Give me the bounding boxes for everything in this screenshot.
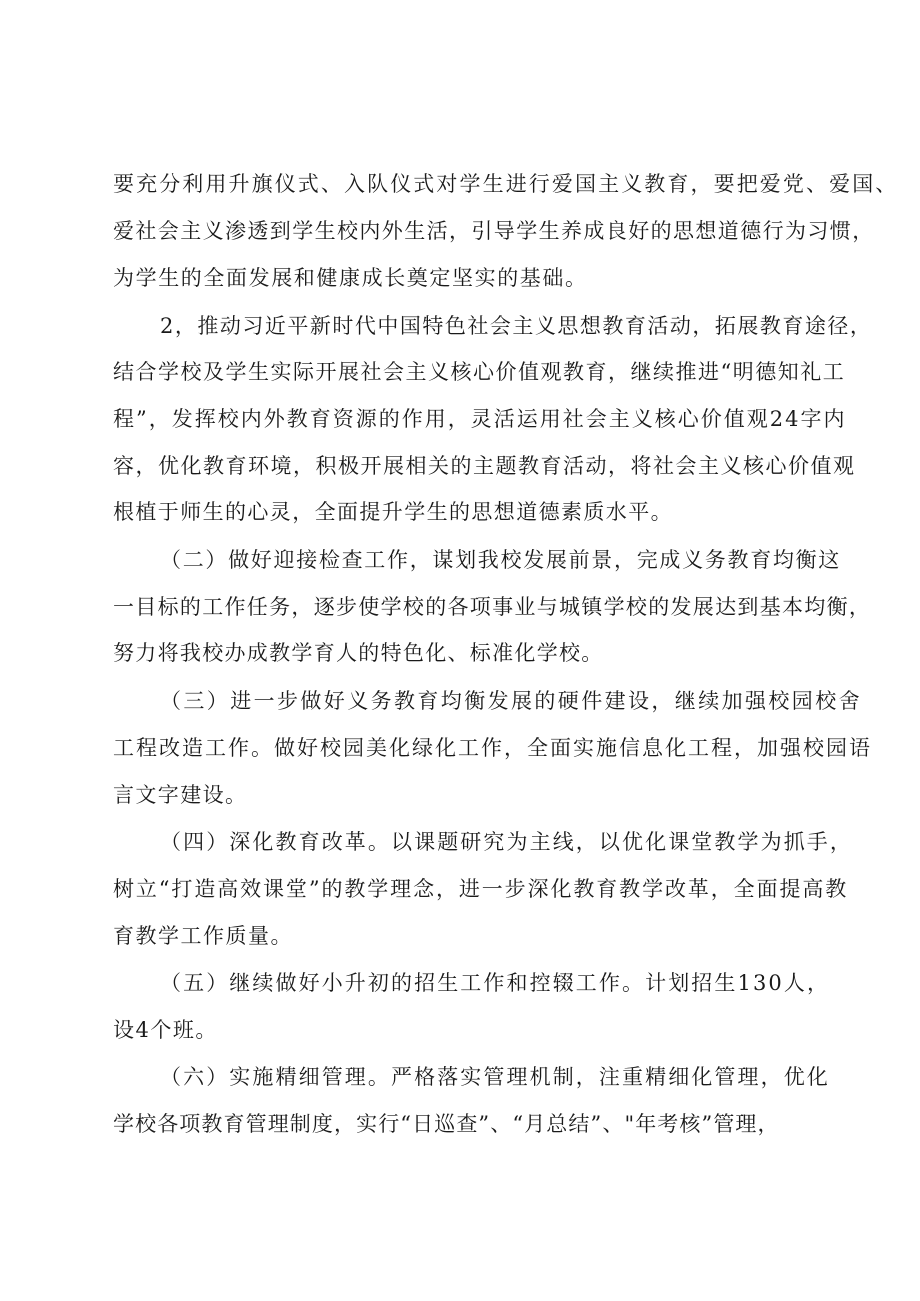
text-line: 容，优化教育环境，积极开展相关的主题教育活动，将社会主义核心价值观 (113, 454, 856, 478)
text-line: 言文字建设。 (113, 783, 248, 807)
text-line: 爱社会主义渗透到学生校内外生活，引导学生养成良好的思想道德行为习惯， (113, 219, 875, 243)
text-line: 学校各项教育管理制度，实行“日巡查”、“月总结”、"年考核”管理， (113, 1112, 780, 1136)
text-line: 努力将我校办成教学育人的特色化、标准化学校。 (113, 641, 604, 665)
text-line: 为学生的全面发展和健康成长奠定坚实的基础。 (113, 266, 588, 290)
text-line: 程”，发挥校内外教育资源的作用，灵活运用社会主义核心价值观24字内 (113, 407, 847, 431)
text-line: 要充分利用升旗仪式、入队仪式对学生进行爱国主义教育，要把爱党、爱国、 (113, 172, 899, 196)
text-line: （二）做好迎接检查工作，谋划我校发展前景，完成义务教育均衡这 (160, 548, 841, 572)
text-line: 育教学工作质量。 (113, 924, 293, 948)
text-line: （四）深化教育改革。以课题研究为主线，以优化课堂教学为抓手， (160, 830, 853, 854)
text-line: 结合学校及学生实际开展社会主义核心价值观教育，继续推进“明德知礼工 (113, 360, 846, 384)
text-line: 树立“打造高效课堂”的教学理念，进一步深化教育教学改革，全面提高教 (113, 877, 849, 901)
text-line: （三）进一步做好义务教育均衡发展的硬件建设，继续加强校园校舍 (160, 689, 862, 713)
text-line: （六）实施精细管理。严格落实管理机制，注重精细化管理，优化 (160, 1065, 830, 1089)
text-line: 根植于师生的心灵，全面提升学生的思想道德素质水平。 (113, 500, 673, 524)
text-line: 一目标的工作任务，逐步使学校的各项事业与城镇学校的发展达到基本均衡， (113, 595, 872, 619)
text-line: 工程改造工作。做好校园美化绿化工作，全面实施信息化工程，加强校园语 (113, 736, 872, 760)
text-line: 设4个班。 (113, 1018, 218, 1042)
text-line: 2，推动习近平新时代中国特色社会主义思想教育活动，拓展教育途径， (160, 314, 873, 338)
text-line: （五）继续做好小升初的招生工作和控辍工作。计划招生130人， (160, 971, 831, 995)
